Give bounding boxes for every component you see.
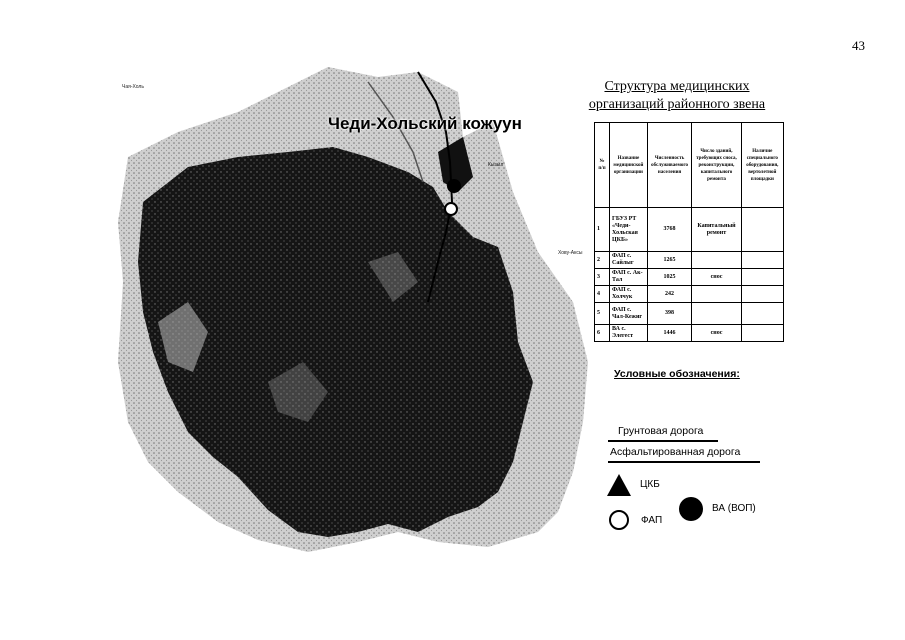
table-title-line1: Структура медицинских — [604, 79, 750, 94]
cell-name: ФАП с. Холчук — [610, 286, 648, 303]
cell-num: 5 — [595, 303, 610, 325]
cell-building — [692, 303, 741, 325]
table-row — [595, 286, 784, 303]
cell-population: 242 — [647, 286, 692, 303]
legend-dirt-road-label: Грунтовая дорога — [618, 425, 704, 437]
table-header-row — [595, 123, 784, 208]
cell-building: Капитальный ремонт — [692, 208, 741, 252]
cell-equipment — [741, 252, 783, 269]
cell-building: снос — [692, 325, 741, 342]
cell-population: 1446 — [647, 325, 692, 342]
cell-num: 1 — [595, 208, 610, 252]
cell-equipment — [741, 269, 783, 286]
fap-marker — [445, 203, 457, 215]
map-label-east: Кызыл — [488, 162, 504, 168]
map-graphic — [118, 62, 588, 562]
cell-name: ФАП с. Сайлыг — [610, 252, 648, 269]
cell-num: 3 — [595, 269, 610, 286]
va-marker — [447, 179, 461, 193]
page-number: 43 — [852, 38, 865, 53]
cell-population: 3768 — [647, 208, 692, 252]
legend-asphalt-road-line — [608, 461, 760, 463]
cell-equipment — [741, 325, 783, 342]
table-row — [595, 325, 784, 342]
legend-dirt-road-line — [608, 440, 718, 442]
cell-building: снос — [692, 269, 741, 286]
cell-name: ФАП с. Ак-Тал — [610, 269, 648, 286]
table-row — [595, 252, 784, 269]
fap-circle-icon — [608, 509, 630, 531]
map-label-southeast: Хову-Аксы — [558, 250, 583, 256]
cell-name: ФАП с. Чал-Кежиг — [610, 303, 648, 325]
cell-num: 2 — [595, 252, 610, 269]
legend-asphalt-road-label: Асфальтированная дорога — [610, 446, 741, 458]
table-row — [595, 303, 784, 325]
header-buildings: Число зданий, требующих сноса, реконструкции, капитального ремонта — [692, 123, 741, 208]
district-map — [118, 62, 588, 562]
table-title — [568, 78, 786, 114]
header-num: № п/п — [595, 123, 610, 208]
cell-num: 4 — [595, 286, 610, 303]
cell-building — [692, 252, 741, 269]
legend-va-label: ВА (ВОП) — [712, 503, 756, 514]
cell-population: 1025 — [647, 269, 692, 286]
cell-population: 398 — [647, 303, 692, 325]
medical-organizations-table — [594, 122, 784, 342]
ckb-triangle-icon — [606, 473, 632, 497]
cell-name: ВА с. Элегест — [610, 325, 648, 342]
header-name: Название медицинской организации — [610, 123, 648, 208]
cell-population: 1265 — [647, 252, 692, 269]
legend-ckb-label: ЦКБ — [640, 479, 660, 490]
cell-building — [692, 286, 741, 303]
cell-name: ГБУЗ РТ «Чеди-Хольская ЦКБ» — [610, 208, 648, 252]
header-equipment: Наличие специального оборудования, вертолетной площадки — [741, 123, 783, 208]
table-title-line2: организаций районного звена — [588, 97, 766, 112]
cell-num: 6 — [595, 325, 610, 342]
header-population: Численность обслуживаемого населения — [647, 123, 692, 208]
legend-fap-label: ФАП — [641, 515, 663, 526]
cell-equipment — [741, 286, 783, 303]
table-row — [595, 208, 784, 252]
map-title: Чеди-Хольский кожуун — [328, 114, 522, 133]
cell-equipment — [741, 208, 783, 252]
va-filled-circle-icon — [678, 496, 704, 522]
cell-equipment — [741, 303, 783, 325]
map-label-north: Чая-Холь — [122, 84, 144, 90]
table-row — [595, 269, 784, 286]
legend-title: Условные обозначения: — [614, 368, 740, 380]
